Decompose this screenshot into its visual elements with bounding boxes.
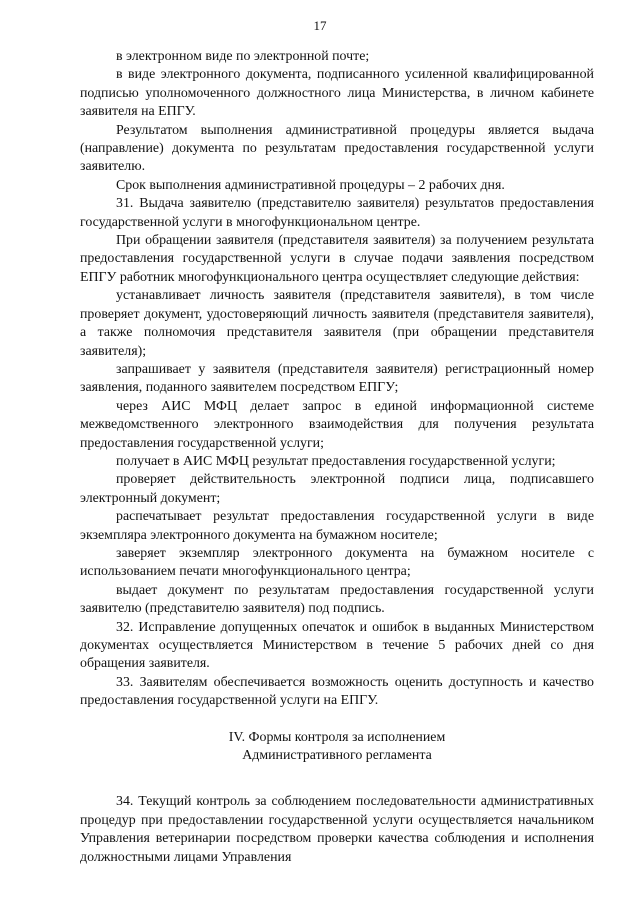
section-heading-line: IV. Формы контроля за исполнением <box>228 729 446 745</box>
paragraph: в виде электронного документа, подписанного усиленной квалифицированной подписью уполномоченного должностного лица Министерства, в личном кабинете заявителя на ЕПГУ. <box>80 67 594 120</box>
paragraph: 33. Заявителям обеспечивается возможность оценить доступность и качество предоставления государственной услуги на ЕПГУ. <box>80 674 594 709</box>
paragraph: Результатом выполнения административной процедуры является выдача (направление) документа по результатам предоставления государственной услуги заявителю. <box>80 122 594 175</box>
paragraph: устанавливает личность заявителя (представителя заявителя), в том числе проверяет документ, удостоверяющий личность заявителя (представителя заявителя), а также полномочия представителя заявителя (при обращении представителя заявителя); <box>80 288 594 359</box>
paragraph: через АИС МФЦ делает запрос в единой информационной системе межведомственного электронного взаимодействия для получения результата предоставления государственной услуги; <box>80 398 594 451</box>
paragraph: распечатывает результат предоставления государственной услуги в виде экземпляра электронного документа на бумажном носителе; <box>80 509 594 543</box>
paragraph: в электронном виде по электронной почте; <box>116 49 370 64</box>
paragraph: проверяет действительность электронной подписи лица, подписавшего электронный документ; <box>80 472 594 506</box>
paragraph: Срок выполнения административной процедуры – 2 рабочих дня. <box>116 177 505 193</box>
paragraph: 34. Текущий контроль за соблюдением последовательности административных процедур при предоставлении государственной услуги осуществляется начальником Управления ветеринарии посредством проверки качества соблюдения и исполнения должностными лицами Управления <box>80 794 594 865</box>
paragraph: При обращении заявителя (представителя заявителя) за получением результата предоставления государственной услуги в случае подачи заявления посредством ЕПГУ работник многофункционального центра осуществляет следующие действия: <box>80 233 594 285</box>
section-heading-line: Административного регламента <box>242 748 432 764</box>
paragraph: выдает документ по результатам предоставления государственной услуги заявителю (представителю заявителя) под подпись. <box>80 582 594 617</box>
paragraph: 32. Исправление допущенных опечаток и ошибок в выданных Министерством документах осуществляется Министерством в течение 5 рабочих дней со дня обращения заявителя. <box>80 619 594 672</box>
section-heading <box>80 729 594 766</box>
paragraph: 31. Выдача заявителю (представителю заявителя) результатов предоставления государственной услуги в многофункциональном центре. <box>80 196 594 230</box>
paragraph: заверяет экземпляр электронного документа на бумажном носителе с использованием печати многофункционального центра; <box>80 545 594 580</box>
paragraph: запрашивает у заявителя (представителя заявителя) регистрационный номер заявления, поданного заявителем посредством ЕПГУ; <box>80 361 594 396</box>
paragraph: получает в АИС МФЦ результат предоставления государственной услуги; <box>116 453 556 469</box>
page-number: 17 <box>313 18 327 33</box>
document-body <box>80 48 594 867</box>
